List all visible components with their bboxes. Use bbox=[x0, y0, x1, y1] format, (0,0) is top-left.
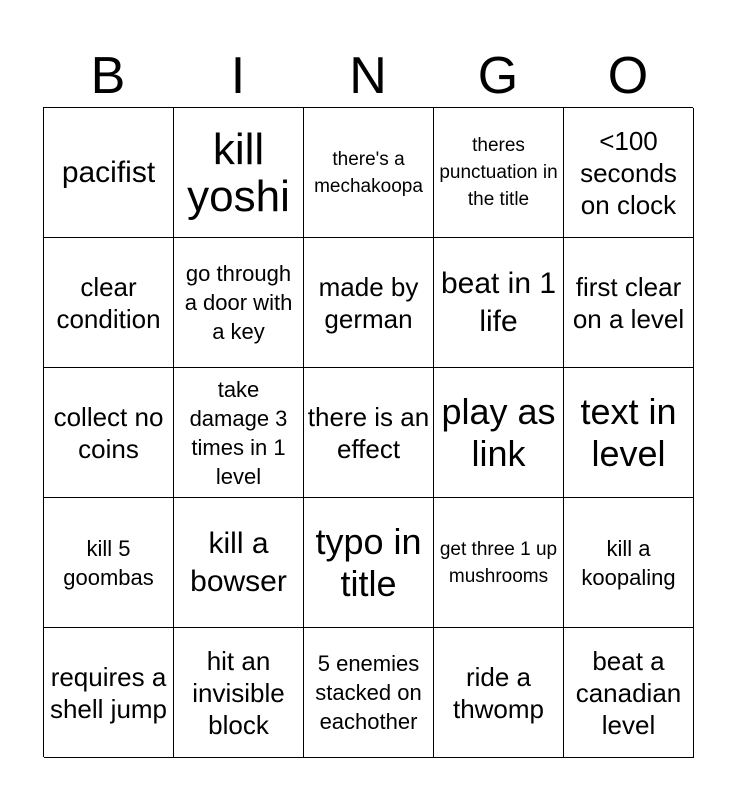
bingo-header bbox=[43, 44, 693, 108]
cell-label: there is an effect bbox=[307, 401, 430, 464]
cell-label: ride a thwomp bbox=[452, 661, 545, 724]
cell-label: there's a mechakoopa bbox=[314, 148, 423, 197]
cell-label: typo in title bbox=[315, 520, 422, 604]
bingo-cell-r4c3[interactable] bbox=[304, 498, 434, 628]
bingo-cell-r3c2[interactable] bbox=[174, 368, 304, 498]
bingo-grid bbox=[43, 107, 693, 757]
cell-label: get three 1 up mushrooms bbox=[439, 538, 558, 587]
bingo-cell-r3c4[interactable] bbox=[434, 368, 564, 498]
cell-label: 5 enemies stacked on eachother bbox=[315, 651, 422, 734]
cell-label: beat a canadian level bbox=[575, 645, 682, 740]
cell-label: hit an invisible block bbox=[192, 645, 285, 740]
bingo-cell-r5c3[interactable] bbox=[304, 628, 434, 758]
bingo-cell-r5c1[interactable] bbox=[44, 628, 174, 758]
bingo-cell-r2c2[interactable] bbox=[174, 238, 304, 368]
header-letter-i: I bbox=[230, 47, 246, 105]
bingo-cell-r5c5[interactable] bbox=[564, 628, 694, 758]
bingo-cell-r3c1[interactable] bbox=[44, 368, 174, 498]
cell-label: go through a door with a key bbox=[184, 261, 293, 344]
bingo-cell-r4c4[interactable] bbox=[434, 498, 564, 628]
bingo-cell-r3c5[interactable] bbox=[564, 368, 694, 498]
bingo-cell-r2c5[interactable] bbox=[564, 238, 694, 368]
cell-label: first clear on a level bbox=[572, 271, 685, 334]
bingo-cell-r1c3[interactable] bbox=[304, 108, 434, 238]
bingo-cell-r1c1[interactable] bbox=[44, 108, 174, 238]
cell-label: beat in 1 life bbox=[440, 266, 557, 338]
cell-label: theres punctuation in the title bbox=[439, 135, 558, 210]
cell-label: kill a bowser bbox=[190, 526, 287, 598]
cell-label: kill a koopaling bbox=[581, 535, 676, 590]
bingo-cell-r3c3[interactable] bbox=[304, 368, 434, 498]
cell-label: made by german bbox=[318, 271, 419, 334]
header-letter-o: O bbox=[607, 47, 649, 105]
cell-label: text in level bbox=[580, 390, 677, 474]
bingo-cell-r1c2[interactable] bbox=[174, 108, 304, 238]
bingo-cell-r4c1[interactable] bbox=[44, 498, 174, 628]
header-letter-n: N bbox=[349, 47, 387, 105]
bingo-cell-r2c4[interactable] bbox=[434, 238, 564, 368]
header-letter-g: G bbox=[477, 47, 519, 105]
bingo-cell-r2c1[interactable] bbox=[44, 238, 174, 368]
bingo-cell-r4c2[interactable] bbox=[174, 498, 304, 628]
cell-label: take damage 3 times in 1 level bbox=[189, 376, 288, 489]
cell-label: clear condition bbox=[56, 271, 161, 334]
bingo-cell-r2c3[interactable] bbox=[304, 238, 434, 368]
cell-label: requires a shell jump bbox=[49, 661, 168, 724]
cell-label: play as link bbox=[441, 390, 556, 474]
header-letter-b: B bbox=[90, 47, 126, 105]
bingo-cell-r4c5[interactable] bbox=[564, 498, 694, 628]
cell-label: <100 seconds on clock bbox=[580, 125, 677, 220]
bingo-cell-r1c4[interactable] bbox=[434, 108, 564, 238]
bingo-cell-r1c5[interactable] bbox=[564, 108, 694, 238]
cell-label: collect no coins bbox=[53, 401, 164, 464]
cell-label: kill 5 goombas bbox=[63, 535, 154, 590]
bingo-cell-r5c2[interactable] bbox=[174, 628, 304, 758]
cell-label: kill yoshi bbox=[187, 124, 290, 221]
cell-label: pacifist bbox=[61, 155, 156, 189]
bingo-cell-r5c4[interactable] bbox=[434, 628, 564, 758]
